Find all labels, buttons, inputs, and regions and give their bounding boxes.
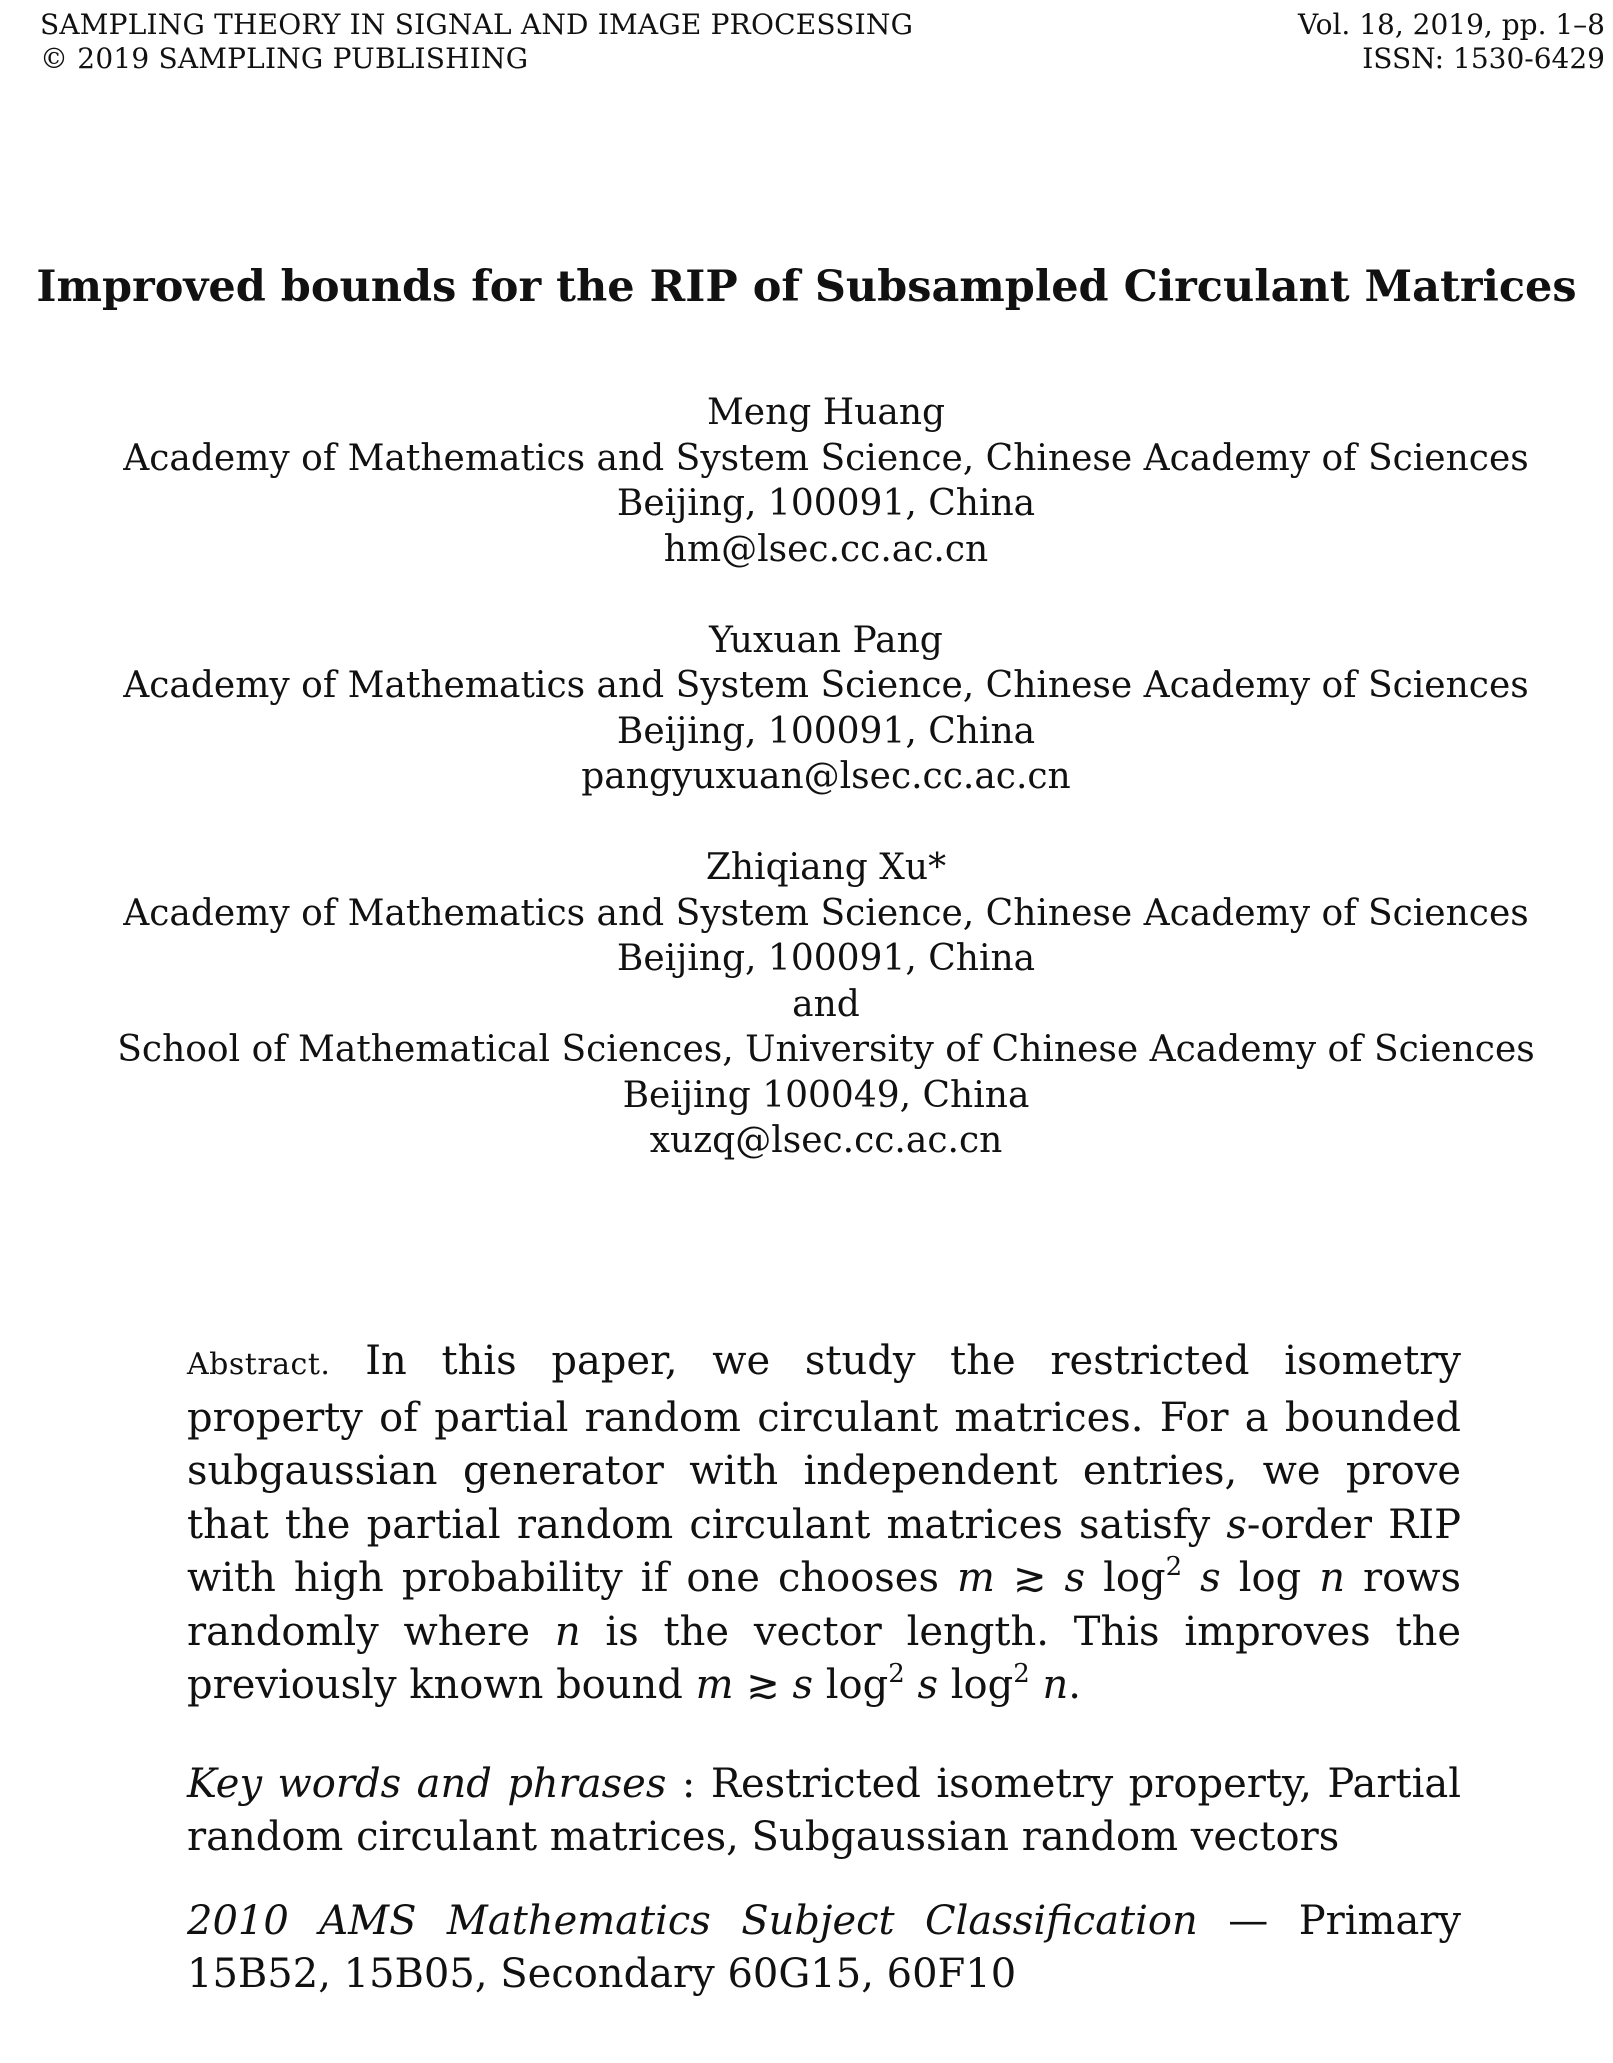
math-exponent: 2 (888, 1659, 905, 1689)
author-name: Meng Huang (706, 392, 946, 433)
math-variable: s (1226, 1501, 1247, 1548)
author-city: Beijing, 100091, China (616, 710, 1036, 752)
author-email: pangyuxuan@lsec.cc.ac.cn (581, 756, 1071, 797)
math-function: log (825, 1662, 889, 1708)
math-function: log (950, 1662, 1014, 1708)
author-affiliation-second: School of Mathematical Sciences, University of Chinese Academy of Sciences (117, 1029, 1535, 1070)
math-variable: n (1042, 1662, 1069, 1708)
keywords-label: Key words and phrases (187, 1760, 667, 1807)
author-block-2 (0, 618, 1613, 800)
classification-text: Primary 15B52, 15B05, Secondary 60G15, 60F10 (187, 1897, 1462, 1997)
abstract-text-part: is the vector length. This improves the previously known bound (187, 1608, 1461, 1708)
math-operator: ≳ (1013, 1555, 1047, 1601)
math-function: log (1238, 1555, 1302, 1601)
math-variable: s (1064, 1555, 1086, 1601)
copyright-line: © 2019 SAMPLING PUBLISHING (40, 42, 529, 75)
author-city: Beijing, 100091, China (616, 938, 1036, 979)
math-exponent: 2 (1165, 1552, 1183, 1582)
classification-label: 2010 AMS Mathematics Subject Classification (187, 1897, 1198, 1944)
author-affiliation: Academy of Mathematics and System Science, Chinese Academy of Sciences (123, 665, 1529, 706)
abstract-text-part: In this paper, we study the restricted isometry property of partial random circulant matrices. For a bounded subgaussian generator with independent entries, we prove that the partial random circulant matrices satisfy (187, 1338, 1461, 1548)
author-block-3 (0, 845, 1613, 1164)
author-block-1 (0, 390, 1613, 572)
math-variable: s (792, 1662, 814, 1708)
author-city-second: Beijing 100049, China (622, 1074, 1030, 1116)
math-variable: s (1200, 1555, 1221, 1601)
keywords-separator: : (666, 1760, 711, 1807)
math-variable: m (695, 1662, 734, 1708)
author-affiliation: Academy of Mathematics and System Science, Chinese Academy of Sciences (123, 437, 1529, 479)
author-affiliation: Academy of Mathematics and System Science, Chinese Academy of Sciences (123, 892, 1529, 934)
abstract-label: Abstract. (187, 1347, 331, 1382)
volume-info: Vol. 18, 2019, pp. 1–8 (1297, 8, 1605, 41)
keywords-paragraph (187, 1758, 1461, 1865)
keywords-text: Restricted isometry property, Partial random circulant matrices, Subgaussian random vectors (187, 1760, 1462, 1860)
abstract-text-part: -order RIP with high probability if one chooses (187, 1501, 1461, 1601)
author-email: hm@lsec.cc.ac.cn (663, 528, 989, 570)
author-email: xuzq@lsec.cc.ac.cn (649, 1120, 1003, 1161)
abstract-paragraph (187, 1335, 1461, 1713)
abstract-text-part: . (1068, 1662, 1081, 1708)
abstract-section (187, 1335, 1461, 2002)
abstract-text-part: rows randomly where (187, 1555, 1462, 1655)
math-variable: s (917, 1662, 939, 1708)
author-conjunction: and (792, 983, 860, 1025)
math-variable: n (554, 1608, 581, 1655)
math-exponent: 2 (1013, 1659, 1030, 1689)
math-operator: ≳ (746, 1662, 780, 1708)
author-name: Yuxuan Pang (709, 619, 943, 661)
author-city: Beijing, 100091, China (616, 483, 1036, 524)
math-variable: n (1319, 1555, 1346, 1601)
issn-info: ISSN: 1530-6429 (1362, 42, 1605, 75)
running-header-left (40, 8, 913, 76)
classification-paragraph (187, 1895, 1461, 2002)
author-name: Zhiqiang Xu* (705, 847, 947, 888)
math-function: log (1103, 1555, 1166, 1601)
running-header-right (1298, 8, 1605, 76)
author-list (0, 390, 1613, 1209)
classification-separator: — (1197, 1897, 1299, 1944)
journal-name: SAMPLING THEORY IN SIGNAL AND IMAGE PROCESSING (40, 8, 914, 41)
math-variable: m (957, 1555, 995, 1601)
paper-title: Improved bounds for the RIP of Subsampled Circulant Matrices (36, 262, 1577, 312)
